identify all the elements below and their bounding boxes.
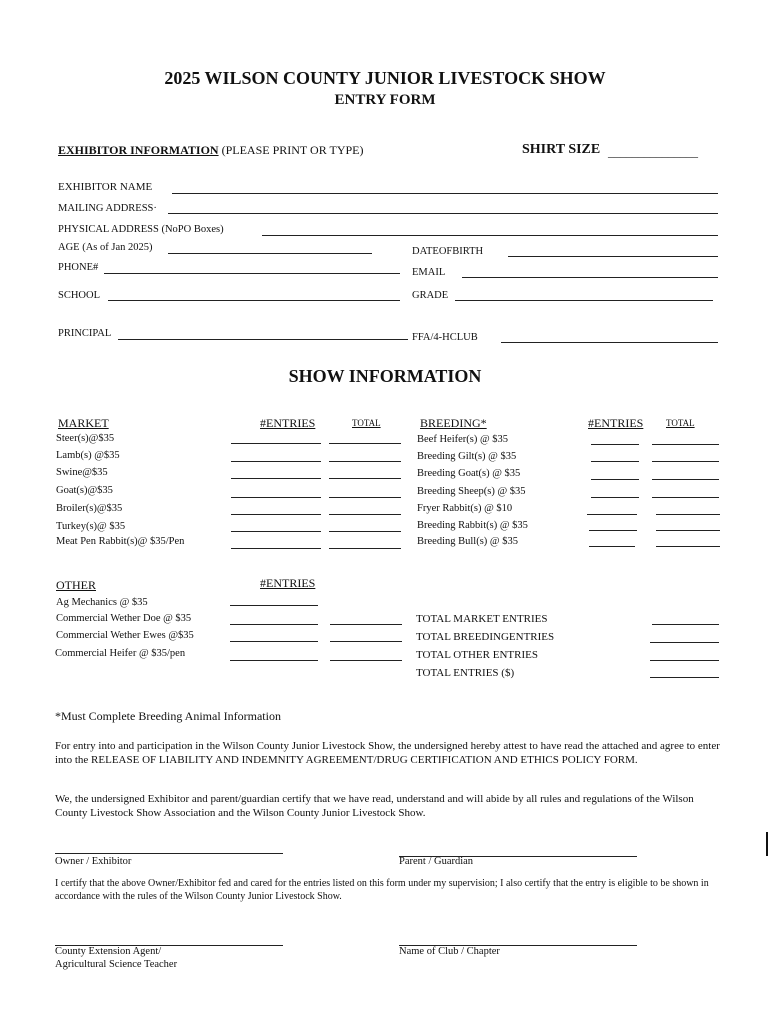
breeding-item: Breeding Goat(s) @ $35 (417, 468, 521, 479)
market-total-field[interactable] (329, 531, 401, 532)
market-entries-field[interactable] (231, 497, 321, 498)
other-entries-heading: #ENTRIES (260, 576, 316, 590)
email-label: EMAIL (412, 267, 446, 278)
breeding-entries-heading: #ENTRIES (588, 416, 644, 430)
market-item: Turkey(s)@ $35 (56, 521, 126, 532)
grade-field[interactable] (455, 300, 713, 301)
dob-label: DATEOFBIRTH (412, 246, 484, 257)
market-entries-field[interactable] (231, 461, 321, 462)
liability-paragraph: For entry into and participation in the Wilson County Junior Livestock Show, the undersigned hereby attest to have read the attached and agree to enter into the RELEASE OF LIABILITY AND INDEMNITY AGREEMENT/DRUG CERTIFICATION AND ETHICS POLICY FORM. (55, 740, 720, 766)
market-item: Goat(s)@$35 (56, 485, 113, 496)
physical-address-label: PHYSICAL ADDRESS (NoPO Boxes) (58, 224, 224, 235)
other-item: Commercial Heifer @ $35/pen (55, 648, 186, 659)
other-entries-field[interactable] (230, 660, 318, 661)
breeding-item: Beef Heifer(s) @ $35 (417, 434, 509, 445)
shirt-size-blank[interactable]: _______________ (608, 145, 698, 159)
market-item: Steer(s)@$35 (56, 433, 115, 444)
market-entries-field[interactable] (231, 531, 321, 532)
shirt-size-label: SHIRT SIZE (522, 142, 601, 157)
exhibitor-name-field[interactable] (172, 193, 718, 194)
market-entries-field[interactable] (231, 548, 321, 549)
owner-signature-line[interactable] (55, 853, 283, 854)
breeding-item: Breeding Rabbit(s) @ $35 (417, 520, 528, 531)
show-info-heading: SHOW INFORMATION (288, 366, 482, 386)
market-entries-field[interactable] (231, 478, 321, 479)
other-total-field[interactable] (330, 641, 402, 642)
agent-signature-label-2: Agricultural Science Teacher (55, 959, 178, 970)
market-item: Lamb(s) @$35 (56, 450, 120, 461)
other-heading: OTHER (56, 578, 96, 592)
total-field[interactable] (650, 660, 719, 661)
agent-signature-label-1: County Extension Agent/ (55, 946, 162, 957)
market-item: Broiler(s)@$35 (56, 503, 123, 514)
age-label: AGE (As of Jan 2025) (58, 242, 153, 253)
form-subtitle: ENTRY FORM (334, 92, 436, 108)
club-field[interactable] (501, 342, 718, 343)
form-title: 2025 WILSON COUNTY JUNIOR LIVESTOCK SHOW (164, 68, 606, 88)
market-total-field[interactable] (329, 548, 401, 549)
other-entries-field[interactable] (230, 624, 318, 625)
breeding-total-field[interactable] (652, 461, 719, 462)
other-entries-field[interactable] (230, 605, 318, 606)
total-label: TOTAL MARKET ENTRIES (416, 613, 548, 625)
other-total-field[interactable] (330, 624, 402, 625)
age-field[interactable] (168, 253, 372, 254)
breeding-total-field[interactable] (656, 514, 720, 515)
breeding-total-field[interactable] (652, 444, 719, 445)
breeding-entries-field[interactable] (589, 530, 637, 531)
principal-label: PRINCIPAL (58, 328, 112, 339)
market-total-field[interactable] (329, 461, 401, 462)
breeding-item: Breeding Gilt(s) @ $35 (417, 451, 517, 462)
breeding-entries-field[interactable] (591, 497, 639, 498)
exhibitor-heading-note: (PLEASE PRINT OR TYPE) (221, 143, 364, 157)
club-label: FFA/4-HCLUB (412, 332, 478, 343)
market-entries-field[interactable] (231, 443, 321, 444)
owner-signature-label: Owner / Exhibitor (55, 856, 132, 867)
breeding-total-field[interactable] (656, 546, 720, 547)
total-label: TOTAL BREEDINGENTRIES (416, 631, 555, 643)
total-field[interactable] (650, 677, 719, 678)
breeding-entries-field[interactable] (591, 461, 639, 462)
parent-signature-label: Parent / Guardian (399, 856, 474, 867)
market-item: Meat Pen Rabbit(s)@ $35/Pen (56, 536, 185, 547)
exhibitor-heading: EXHIBITOR INFORMATION (58, 143, 219, 157)
other-item: Commercial Wether Doe @ $35 (56, 613, 192, 624)
rules-paragraph: We, the undersigned Exhibitor and parent/guardian certify that we have read, understand and will abide by all rules and regulations of the Wilson County Livestock Show Association and the Wilson County Junior Livestock Show. (55, 793, 694, 819)
school-field[interactable] (108, 300, 400, 301)
phone-field[interactable] (104, 273, 400, 274)
breeding-total-field[interactable] (656, 530, 720, 531)
market-total-field[interactable] (329, 514, 401, 515)
certification-paragraph: I certify that the above Owner/Exhibitor fed and cared for the entries listed on this form under my supervision; I also certify that the entry is eligible to be shown in accordance with the rules of the Wilson County Junior Livestock Show. (55, 878, 709, 902)
total-label: TOTAL OTHER ENTRIES (416, 649, 538, 661)
market-total-field[interactable] (329, 443, 401, 444)
grade-label: GRADE (412, 290, 449, 301)
breeding-item: Fryer Rabbit(s) @ $10 (417, 503, 513, 514)
breeding-item: Breeding Bull(s) @ $35 (417, 536, 518, 547)
exhibitor-heading-row (58, 143, 363, 158)
market-heading: MARKET (58, 416, 109, 430)
other-total-field[interactable] (330, 660, 402, 661)
principal-field[interactable] (118, 339, 408, 340)
breeding-heading: BREEDING* (420, 416, 487, 430)
breeding-total-field[interactable] (652, 479, 719, 480)
breeding-item: Breeding Sheep(s) @ $35 (417, 486, 526, 497)
other-item: Ag Mechanics @ $35 (56, 597, 148, 608)
breeding-note: *Must Complete Breeding Animal Information (55, 709, 281, 723)
breeding-entries-field[interactable] (587, 514, 637, 515)
email-field[interactable] (462, 277, 718, 278)
edge-mark (766, 832, 768, 856)
breeding-total-field[interactable] (652, 497, 719, 498)
market-total-heading: TOTAL (352, 418, 381, 428)
total-field[interactable] (650, 642, 719, 643)
market-total-field[interactable] (329, 478, 401, 479)
market-entries-heading: #ENTRIES (260, 416, 316, 430)
breeding-entries-field[interactable] (591, 444, 639, 445)
school-label: SCHOOL (58, 290, 101, 301)
market-total-field[interactable] (329, 497, 401, 498)
market-item: Swine@$35 (56, 467, 108, 478)
other-entries-field[interactable] (230, 641, 318, 642)
dob-field[interactable] (508, 256, 718, 257)
mailing-address-field[interactable] (168, 213, 718, 214)
other-item: Commercial Wether Ewes @$35 (56, 630, 194, 641)
phone-label: PHONE# (58, 262, 99, 273)
breeding-entries-field[interactable] (589, 546, 635, 547)
mailing-address-label: MAILING ADDRESS· (58, 203, 157, 214)
total-field[interactable] (652, 624, 719, 625)
breeding-entries-field[interactable] (591, 479, 639, 480)
total-label: TOTAL ENTRIES ($) (416, 667, 515, 679)
exhibitor-name-label: EXHIBITOR NAME (58, 181, 153, 193)
breeding-total-heading: TOTAL (666, 418, 695, 428)
market-entries-field[interactable] (231, 514, 321, 515)
physical-address-field[interactable] (262, 235, 718, 236)
club-name-label: Name of Club / Chapter (399, 946, 500, 957)
